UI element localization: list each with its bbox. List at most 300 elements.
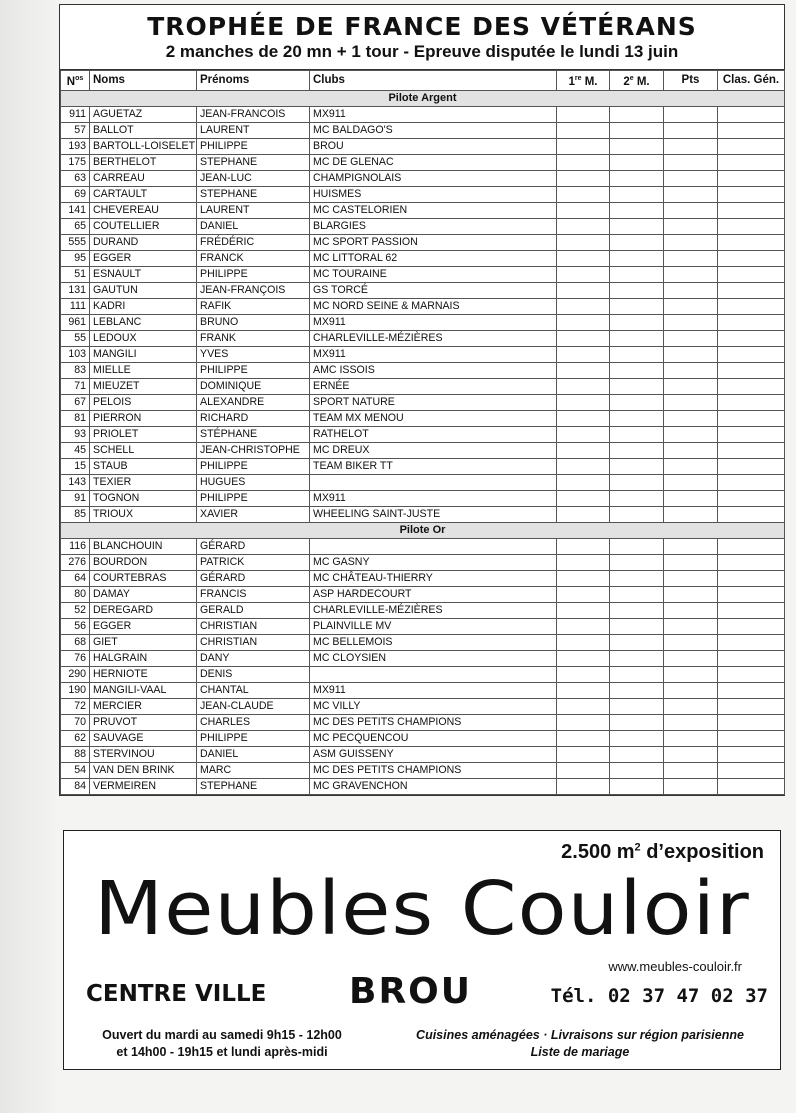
- cell-prenom: PHILIPPE: [197, 458, 310, 474]
- cell-manche-1: [557, 570, 610, 586]
- cell-prenom: FRANCIS: [197, 586, 310, 602]
- cell-nom: HERNIOTE: [90, 666, 197, 682]
- cell-manche-1: [557, 266, 610, 282]
- table-row: [61, 250, 785, 266]
- cell-prenom: CHANTAL: [197, 682, 310, 698]
- cell-club: MX911: [310, 682, 557, 698]
- cell-pts: [664, 634, 718, 650]
- cell-manche-1: [557, 250, 610, 266]
- cell-manche-1: [557, 202, 610, 218]
- cell-club: MC BALDAGO'S: [310, 122, 557, 138]
- cell-prenom: STEPHANE: [197, 186, 310, 202]
- cell-number: 93: [61, 426, 90, 442]
- cell-clas-gen: [718, 122, 785, 138]
- table-row: [61, 202, 785, 218]
- ad-centre-ville: CENTRE VILLE: [86, 981, 267, 1007]
- cell-manche-1: [557, 778, 610, 794]
- cell-nom: EGGER: [90, 250, 197, 266]
- table-row: [61, 186, 785, 202]
- cell-manche-1: [557, 538, 610, 554]
- cell-nom: PRIOLET: [90, 426, 197, 442]
- cell-club: MC DREUX: [310, 442, 557, 458]
- cell-manche-1: [557, 442, 610, 458]
- cell-nom: HALGRAIN: [90, 650, 197, 666]
- cell-number: 193: [61, 138, 90, 154]
- cell-clas-gen: [718, 170, 785, 186]
- cell-pts: [664, 154, 718, 170]
- cell-club: CHARLEVILLE-MÉZIÈRES: [310, 330, 557, 346]
- cell-manche-2: [610, 458, 664, 474]
- title-block: [60, 5, 784, 70]
- cell-manche-2: [610, 170, 664, 186]
- cell-prenom: DANIEL: [197, 218, 310, 234]
- cell-nom: MERCIER: [90, 698, 197, 714]
- cell-pts: [664, 538, 718, 554]
- cell-prenom: PHILIPPE: [197, 490, 310, 506]
- table-row: [61, 762, 785, 778]
- cell-nom: PIERRON: [90, 410, 197, 426]
- table-row: [61, 746, 785, 762]
- table-row: [61, 266, 785, 282]
- cell-manche-1: [557, 666, 610, 682]
- cell-clas-gen: [718, 298, 785, 314]
- cell-clas-gen: [718, 394, 785, 410]
- page-subtitle: 2 manches de 20 mn + 1 tour - Epreuve disputée le lundi 13 juin: [165, 42, 679, 61]
- table-row: [61, 330, 785, 346]
- cell-number: 52: [61, 602, 90, 618]
- table-row: [61, 298, 785, 314]
- cell-pts: [664, 266, 718, 282]
- cell-prenom: PHILIPPE: [197, 266, 310, 282]
- col-header-clas-gen: Clas. Gén.: [718, 71, 785, 91]
- cell-manche-1: [557, 746, 610, 762]
- cell-pts: [664, 250, 718, 266]
- cell-nom: TEXIER: [90, 474, 197, 490]
- cell-nom: CARREAU: [90, 170, 197, 186]
- cell-manche-2: [610, 586, 664, 602]
- cell-prenom: RICHARD: [197, 410, 310, 426]
- cell-club: AMC ISSOIS: [310, 362, 557, 378]
- cell-prenom: JEAN-CLAUDE: [197, 698, 310, 714]
- cell-number: 290: [61, 666, 90, 682]
- cell-prenom: BRUNO: [197, 314, 310, 330]
- table-row: [61, 698, 785, 714]
- table-row: [61, 634, 785, 650]
- table-row: [61, 106, 785, 122]
- cell-number: 81: [61, 410, 90, 426]
- cell-club: HUISMES: [310, 186, 557, 202]
- cell-nom: LEBLANC: [90, 314, 197, 330]
- cell-club: MC DES PETITS CHAMPIONS: [310, 714, 557, 730]
- cell-number: 56: [61, 618, 90, 634]
- table-row: [61, 138, 785, 154]
- table-row: [61, 538, 785, 554]
- cell-number: 71: [61, 378, 90, 394]
- cell-prenom: PHILIPPE: [197, 138, 310, 154]
- cell-manche-1: [557, 410, 610, 426]
- cell-pts: [664, 282, 718, 298]
- col-header-manche-1: 1re M.: [557, 71, 610, 91]
- cell-pts: [664, 778, 718, 794]
- cell-nom: MIELLE: [90, 362, 197, 378]
- table-header-row: [61, 71, 785, 91]
- cell-number: 175: [61, 154, 90, 170]
- cell-manche-2: [610, 746, 664, 762]
- cell-nom: PELOIS: [90, 394, 197, 410]
- cell-manche-2: [610, 634, 664, 650]
- table-row: [61, 154, 785, 170]
- cell-manche-2: [610, 122, 664, 138]
- col-header-prenoms: Prénoms: [197, 71, 310, 91]
- page-edge: [0, 0, 60, 1113]
- cell-club: BLARGIES: [310, 218, 557, 234]
- cell-nom: VERMEIREN: [90, 778, 197, 794]
- cell-clas-gen: [718, 346, 785, 362]
- cell-club: MC CLOYSIEN: [310, 650, 557, 666]
- cell-club: MC SPORT PASSION: [310, 234, 557, 250]
- cell-manche-2: [610, 362, 664, 378]
- cell-club: CHARLEVILLE-MÉZIÈRES: [310, 602, 557, 618]
- cell-nom: BALLOT: [90, 122, 197, 138]
- cell-pts: [664, 170, 718, 186]
- cell-clas-gen: [718, 426, 785, 442]
- cell-number: 68: [61, 634, 90, 650]
- cell-pts: [664, 346, 718, 362]
- cell-manche-1: [557, 602, 610, 618]
- table-row: [61, 170, 785, 186]
- cell-number: 555: [61, 234, 90, 250]
- cell-club: [310, 666, 557, 682]
- cell-manche-2: [610, 218, 664, 234]
- ad-opening-hours: Ouvert du mardi au samedi 9h15 - 12h00 et 14h00 - 19h15 et lundi après-midi: [102, 1028, 342, 1059]
- cell-club: MC GASNY: [310, 554, 557, 570]
- cell-pts: [664, 394, 718, 410]
- cell-pts: [664, 730, 718, 746]
- cell-nom: SAUVAGE: [90, 730, 197, 746]
- cell-manche-1: [557, 298, 610, 314]
- cell-number: 64: [61, 570, 90, 586]
- cell-manche-2: [610, 106, 664, 122]
- table-row: [61, 122, 785, 138]
- cell-pts: [664, 586, 718, 602]
- cell-club: MC DE GLENAC: [310, 154, 557, 170]
- cell-manche-2: [610, 506, 664, 522]
- cell-pts: [664, 682, 718, 698]
- cell-club: MC BELLEMOIS: [310, 634, 557, 650]
- cell-clas-gen: [718, 442, 785, 458]
- cell-club: CHAMPIGNOLAIS: [310, 170, 557, 186]
- cell-nom: DURAND: [90, 234, 197, 250]
- cell-pts: [664, 698, 718, 714]
- table-row: [61, 282, 785, 298]
- cell-club: SPORT NATURE: [310, 394, 557, 410]
- cell-clas-gen: [718, 714, 785, 730]
- cell-nom: DEREGARD: [90, 602, 197, 618]
- ad-exposition: 2.500 $m^2$ d’exposition: [561, 841, 764, 863]
- cell-pts: [664, 330, 718, 346]
- cell-prenom: GÉRARD: [197, 570, 310, 586]
- cell-pts: [664, 202, 718, 218]
- cell-manche-2: [610, 650, 664, 666]
- cell-pts: [664, 138, 718, 154]
- cell-pts: [664, 106, 718, 122]
- cell-number: 84: [61, 778, 90, 794]
- cell-clas-gen: [718, 554, 785, 570]
- cell-manche-2: [610, 394, 664, 410]
- cell-clas-gen: [718, 266, 785, 282]
- cell-manche-2: [610, 714, 664, 730]
- table-row: [61, 666, 785, 682]
- cell-club: GS TORCÉ: [310, 282, 557, 298]
- results-body: [61, 90, 785, 794]
- cell-clas-gen: [718, 602, 785, 618]
- cell-manche-1: [557, 170, 610, 186]
- cell-clas-gen: [718, 746, 785, 762]
- cell-pts: [664, 314, 718, 330]
- table-row: [61, 410, 785, 426]
- cell-manche-1: [557, 730, 610, 746]
- cell-number: 143: [61, 474, 90, 490]
- cell-pts: [664, 122, 718, 138]
- cell-club: MX911: [310, 490, 557, 506]
- col-header-num: $N^{os}$: [61, 71, 90, 91]
- cell-number: 88: [61, 746, 90, 762]
- cell-number: 83: [61, 362, 90, 378]
- cell-manche-2: [610, 538, 664, 554]
- cell-pts: [664, 602, 718, 618]
- cell-number: 111: [61, 298, 90, 314]
- cell-clas-gen: [718, 234, 785, 250]
- table-row: [61, 234, 785, 250]
- ad-website: www.meubles-couloir.fr: [608, 959, 742, 974]
- table-row: [61, 650, 785, 666]
- cell-manche-2: [610, 314, 664, 330]
- cell-manche-1: [557, 394, 610, 410]
- table-row: [61, 682, 785, 698]
- cell-manche-2: [610, 410, 664, 426]
- cell-pts: [664, 650, 718, 666]
- cell-clas-gen: [718, 762, 785, 778]
- cell-manche-2: [610, 234, 664, 250]
- cell-clas-gen: [718, 282, 785, 298]
- cell-manche-1: [557, 762, 610, 778]
- cell-club: MX911: [310, 346, 557, 362]
- table-row: [61, 394, 785, 410]
- cell-clas-gen: [718, 730, 785, 746]
- cell-number: 45: [61, 442, 90, 458]
- cell-manche-2: [610, 474, 664, 490]
- cell-manche-2: [610, 330, 664, 346]
- cell-clas-gen: [718, 250, 785, 266]
- table-row: [61, 458, 785, 474]
- cell-clas-gen: [718, 474, 785, 490]
- cell-prenom: DANY: [197, 650, 310, 666]
- cell-club: [310, 538, 557, 554]
- cell-clas-gen: [718, 410, 785, 426]
- cell-manche-2: [610, 154, 664, 170]
- table-row: [61, 778, 785, 794]
- table-row: [61, 506, 785, 522]
- cell-manche-1: [557, 650, 610, 666]
- section-header: [61, 90, 785, 106]
- cell-number: 76: [61, 650, 90, 666]
- cell-manche-2: [610, 250, 664, 266]
- cell-manche-1: [557, 234, 610, 250]
- cell-prenom: DOMINIQUE: [197, 378, 310, 394]
- cell-manche-2: [610, 138, 664, 154]
- cell-clas-gen: [718, 490, 785, 506]
- section-title: Pilote Argent: [61, 90, 785, 106]
- cell-manche-2: [610, 266, 664, 282]
- cell-manche-2: [610, 778, 664, 794]
- cell-nom: DAMAY: [90, 586, 197, 602]
- cell-club: MC DES PETITS CHAMPIONS: [310, 762, 557, 778]
- cell-number: 116: [61, 538, 90, 554]
- cell-nom: STAUB: [90, 458, 197, 474]
- cell-club: MC TOURAINE: [310, 266, 557, 282]
- cell-manche-1: [557, 618, 610, 634]
- cell-club: MC LITTORAL 62: [310, 250, 557, 266]
- cell-prenom: HUGUES: [197, 474, 310, 490]
- cell-manche-1: [557, 218, 610, 234]
- cell-pts: [664, 298, 718, 314]
- cell-clas-gen: [718, 154, 785, 170]
- table-row: [61, 346, 785, 362]
- cell-prenom: YVES: [197, 346, 310, 362]
- cell-prenom: XAVIER: [197, 506, 310, 522]
- cell-manche-2: [610, 378, 664, 394]
- cell-number: 80: [61, 586, 90, 602]
- cell-nom: BOURDON: [90, 554, 197, 570]
- cell-club: BROU: [310, 138, 557, 154]
- cell-clas-gen: [718, 778, 785, 794]
- cell-club: MC PECQUENCOU: [310, 730, 557, 746]
- cell-club: MC GRAVENCHON: [310, 778, 557, 794]
- cell-prenom: STEPHANE: [197, 778, 310, 794]
- cell-clas-gen: [718, 618, 785, 634]
- cell-manche-2: [610, 602, 664, 618]
- cell-pts: [664, 410, 718, 426]
- cell-prenom: DANIEL: [197, 746, 310, 762]
- cell-pts: [664, 218, 718, 234]
- cell-nom: BLANCHOUIN: [90, 538, 197, 554]
- cell-clas-gen: [718, 506, 785, 522]
- cell-manche-1: [557, 426, 610, 442]
- cell-prenom: MARC: [197, 762, 310, 778]
- cell-manche-1: [557, 314, 610, 330]
- cell-manche-2: [610, 426, 664, 442]
- cell-prenom: JEAN-LUC: [197, 170, 310, 186]
- cell-prenom: STÉPHANE: [197, 426, 310, 442]
- table-row: [61, 618, 785, 634]
- cell-prenom: FRANK: [197, 330, 310, 346]
- cell-pts: [664, 186, 718, 202]
- cell-number: 69: [61, 186, 90, 202]
- cell-manche-1: [557, 506, 610, 522]
- ad-brand-logo: Meubles Couloir: [94, 866, 750, 952]
- cell-manche-2: [610, 298, 664, 314]
- cell-number: 190: [61, 682, 90, 698]
- section-title: Pilote Or: [61, 522, 785, 538]
- cell-pts: [664, 570, 718, 586]
- table-row: [61, 378, 785, 394]
- cell-prenom: JEAN-FRANÇOIS: [197, 282, 310, 298]
- cell-prenom: CHRISTIAN: [197, 618, 310, 634]
- cell-pts: [664, 554, 718, 570]
- cell-manche-1: [557, 378, 610, 394]
- cell-nom: COURTEBRAS: [90, 570, 197, 586]
- cell-prenom: FRÉDÉRIC: [197, 234, 310, 250]
- cell-manche-1: [557, 154, 610, 170]
- cell-number: 276: [61, 554, 90, 570]
- cell-clas-gen: [718, 698, 785, 714]
- cell-clas-gen: [718, 570, 785, 586]
- cell-prenom: CHARLES: [197, 714, 310, 730]
- results-table: [60, 70, 785, 795]
- cell-prenom: RAFIK: [197, 298, 310, 314]
- cell-number: 67: [61, 394, 90, 410]
- cell-club: MC CASTELORIEN: [310, 202, 557, 218]
- table-row: [61, 730, 785, 746]
- cell-club: [310, 474, 557, 490]
- cell-manche-2: [610, 202, 664, 218]
- cell-clas-gen: [718, 378, 785, 394]
- cell-manche-2: [610, 282, 664, 298]
- cell-pts: [664, 762, 718, 778]
- cell-prenom: PHILIPPE: [197, 362, 310, 378]
- table-row: [61, 426, 785, 442]
- cell-number: 95: [61, 250, 90, 266]
- cell-nom: TRIOUX: [90, 506, 197, 522]
- cell-nom: MIEUZET: [90, 378, 197, 394]
- table-row: [61, 474, 785, 490]
- table-row: [61, 602, 785, 618]
- cell-manche-1: [557, 586, 610, 602]
- cell-manche-2: [610, 346, 664, 362]
- cell-nom: CARTAULT: [90, 186, 197, 202]
- col-header-manche-2: 2e M.: [610, 71, 664, 91]
- cell-pts: [664, 714, 718, 730]
- cell-prenom: JEAN-FRANCOIS: [197, 106, 310, 122]
- cell-number: 70: [61, 714, 90, 730]
- cell-pts: [664, 426, 718, 442]
- cell-number: 54: [61, 762, 90, 778]
- cell-pts: [664, 442, 718, 458]
- cell-nom: EGGER: [90, 618, 197, 634]
- cell-nom: CHEVEREAU: [90, 202, 197, 218]
- cell-number: 55: [61, 330, 90, 346]
- cell-manche-2: [610, 666, 664, 682]
- cell-nom: STERVINOU: [90, 746, 197, 762]
- cell-club: MC VILLY: [310, 698, 557, 714]
- cell-nom: COUTELLIER: [90, 218, 197, 234]
- cell-prenom: STEPHANE: [197, 154, 310, 170]
- cell-pts: [664, 506, 718, 522]
- table-row: [61, 490, 785, 506]
- cell-manche-2: [610, 186, 664, 202]
- col-header-noms: Noms: [90, 71, 197, 91]
- cell-clas-gen: [718, 458, 785, 474]
- cell-nom: GIET: [90, 634, 197, 650]
- cell-manche-1: [557, 282, 610, 298]
- cell-pts: [664, 458, 718, 474]
- cell-club: MC NORD SEINE & MARNAIS: [310, 298, 557, 314]
- cell-number: 63: [61, 170, 90, 186]
- cell-pts: [664, 666, 718, 682]
- cell-number: 15: [61, 458, 90, 474]
- cell-manche-2: [610, 698, 664, 714]
- cell-pts: [664, 362, 718, 378]
